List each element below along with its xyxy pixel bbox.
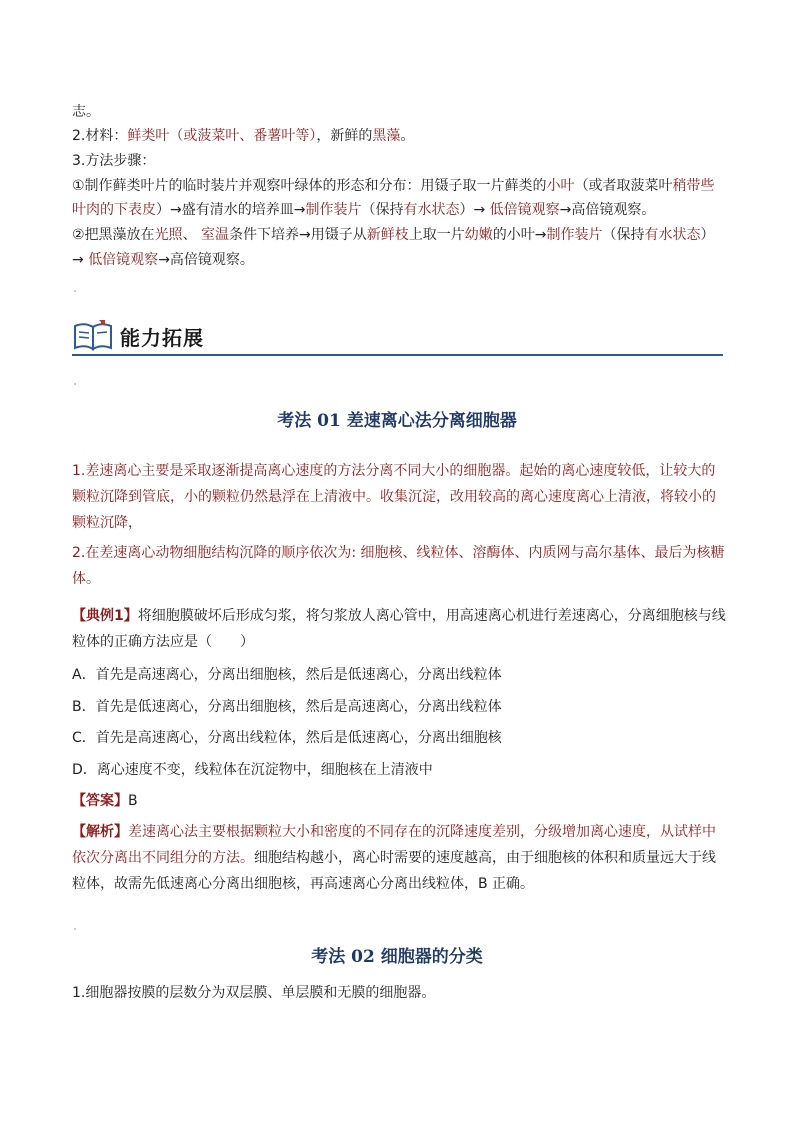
option-b: B．首先是低速离心，分离出细胞核，然后是高速离心，分离出线粒体	[72, 699, 502, 715]
analysis-tag: 【解析】	[72, 824, 128, 840]
banner-rule	[72, 354, 723, 356]
analysis-red-text: 差速离心法主要根据颗粒大小和密度的不同存在的沉降速度差别，分级增加离心速度，从试样中依次分离出不同组分的方法。	[72, 824, 716, 866]
intro-steps-heading: 3.方法步骤：	[72, 153, 156, 169]
intro-materials: 2.材料：鲜类叶（或菠菜叶、番薯叶等），新鲜的黑藻。	[72, 128, 415, 144]
option-a: A．首先是高速离心，分离出细胞核，然后是低速离心，分离出线粒体	[72, 667, 502, 683]
answer-value: B	[128, 793, 138, 809]
analysis-dark-text: 细胞结构越小，离心时需要的速度越高，由于细胞核的体积和质量远大于线粒体，故需先低速离心分离出细胞核，再高速离心分离出线粒体，B 正确。	[72, 850, 716, 892]
method2-title: 考法 02 细胞器的分类	[311, 947, 483, 967]
option-d: D．离心速度不变，线粒体在沉淀物中，细胞核在上清液中	[72, 762, 433, 778]
step1-line2: 叶肉的下表皮）→盛有清水的培养皿→制作装片（保持有水状态）→ 低倍镜观察→高倍镜观察。	[72, 202, 656, 218]
step1-line1: ①制作藓类叶片的临时装片并观察叶绿体的形态和分布：用镊子取一片藓类的小叶（或者取菠菜叶稍带些	[72, 178, 715, 194]
answer-tag: 【答案】	[72, 793, 128, 809]
method1-paragraph-1: 1.差速离心主要是采取逐渐提高离心速度的方法分离不同大小的细胞器。起始的离心速度较低，让较大的颗粒沉降到管底，小的颗粒仍然悬浮在上清液中。收集沉淀，改用较高的离心速度离心上清液，将较小的颗粒沉降，	[72, 463, 716, 531]
banner-title: 能力拓展	[120, 326, 204, 350]
answer-line	[72, 790, 732, 812]
analysis-paragraph	[72, 819, 727, 897]
example-text: 将细胞膜破坏后形成匀浆，将匀浆放人离心管中，用高速离心机进行差速离心，分离细胞核与线粒体的正确方法应是（ ）	[72, 608, 726, 650]
step2-line2: → 低倍镜观察→高倍镜观察。	[72, 252, 254, 268]
section-banner	[72, 312, 723, 356]
method2-paragraph-1: 1.细胞器按膜的层数分为双层膜、单层膜和无膜的细胞器。	[72, 985, 436, 1001]
intro-line-1: 志。	[72, 104, 100, 120]
option-c: C．首先是高速离心，分离出线粒体，然后是低速离心，分离出细胞核	[72, 730, 502, 746]
example-question	[72, 603, 727, 655]
method1-paragraph-2: 2.在差速离心动物细胞结构沉降的顺序依次为: 细胞核、线粒体、溶酶体、内质网与高尔基体、最后为核糖体。	[72, 545, 725, 587]
example-tag: 【典例1】	[72, 608, 138, 624]
margin-dot	[74, 383, 76, 385]
method1-title: 考法 01 差速离心法分离细胞器	[277, 411, 517, 431]
book-icon	[72, 316, 116, 352]
margin-dot	[74, 928, 76, 930]
step2-line1: ②把黑藻放在光照、 室温条件下培养→用镊子从新鲜枝上取一片幼嫩的小叶→制作装片（保持有水状态）	[72, 227, 715, 243]
margin-dot	[74, 290, 76, 292]
